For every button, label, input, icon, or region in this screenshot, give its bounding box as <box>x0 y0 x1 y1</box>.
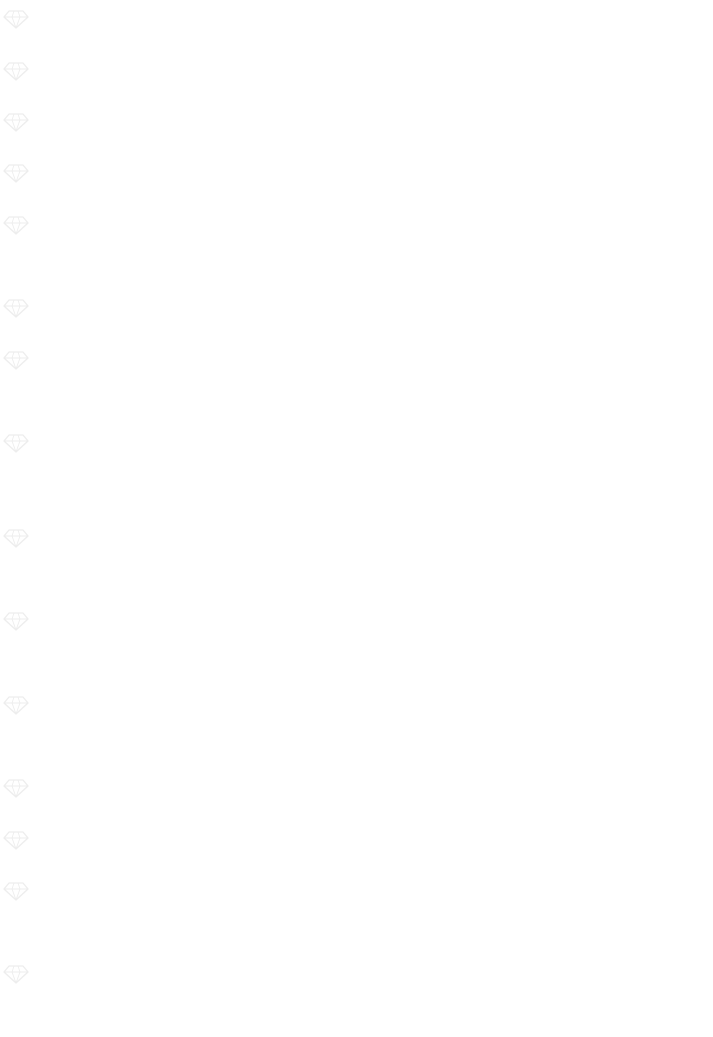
diamond-icon <box>2 610 30 632</box>
diamond-icon <box>2 162 30 184</box>
diamond-icon <box>2 694 30 716</box>
diamond-icon <box>2 880 30 902</box>
icon-column <box>0 0 40 1037</box>
diamond-icon <box>2 8 30 30</box>
diamond-icon <box>2 777 30 799</box>
diamond-icon <box>2 349 30 371</box>
diamond-icon <box>2 297 30 319</box>
diamond-icon <box>2 111 30 133</box>
diamond-icon <box>2 829 30 851</box>
diamond-icon <box>2 214 30 236</box>
diamond-icon <box>2 60 30 82</box>
diamond-icon <box>2 432 30 454</box>
diamond-icon <box>2 527 30 549</box>
diamond-icon <box>2 963 30 985</box>
